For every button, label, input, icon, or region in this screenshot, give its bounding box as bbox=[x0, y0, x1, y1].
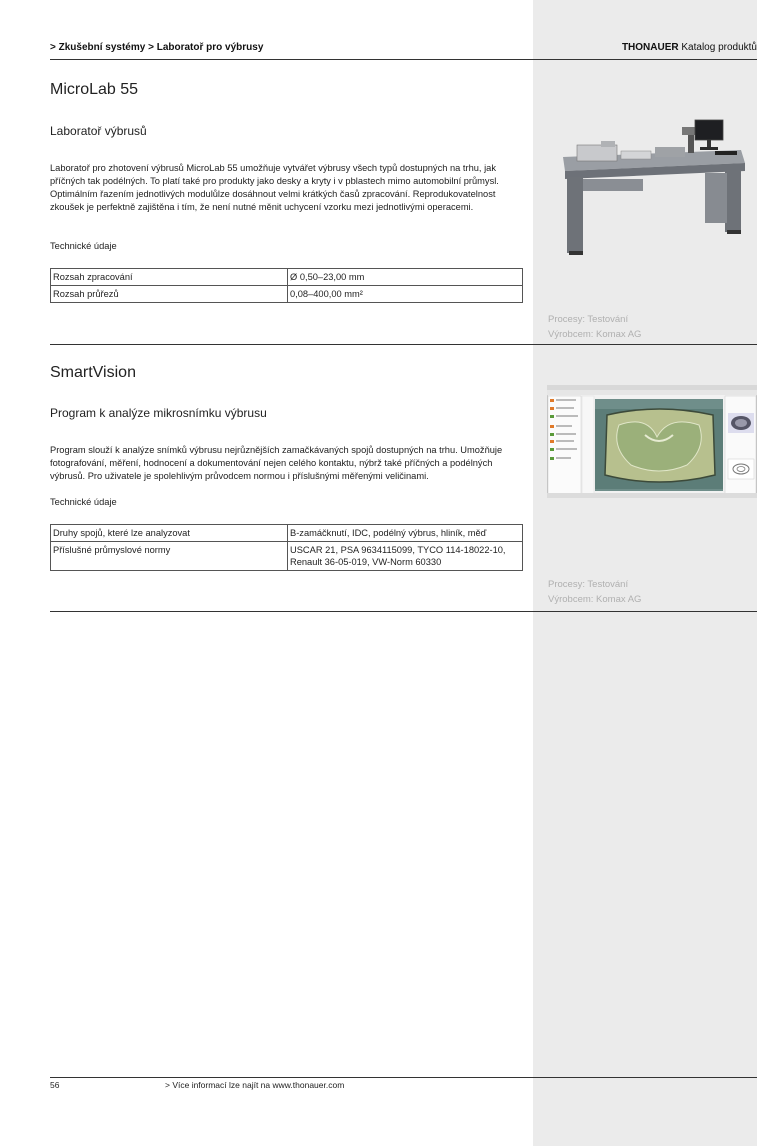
product-meta bbox=[548, 312, 641, 342]
product-subtitle: Program k analýze mikrosnímku výbrusu bbox=[50, 406, 267, 420]
product-title: SmartVision bbox=[50, 364, 136, 381]
spec-key: Příslušné průmyslové normy bbox=[51, 542, 288, 571]
breadcrumb: > Zkušební systémy > Laboratoř pro výbrusy bbox=[50, 42, 264, 53]
specs-table bbox=[50, 524, 523, 571]
product-meta bbox=[548, 577, 641, 607]
footer-rule bbox=[50, 1077, 757, 1078]
section-rule bbox=[50, 611, 757, 612]
page-header bbox=[50, 42, 757, 60]
tech-data-label: Technické údaje bbox=[50, 497, 117, 507]
smartvision-software-image bbox=[547, 385, 757, 498]
product-subtitle: Laboratoř výbrusů bbox=[50, 124, 147, 138]
catalog-title: Katalog produktů bbox=[678, 42, 757, 53]
table-row bbox=[51, 269, 523, 286]
spec-value: 0,08–400,00 mm² bbox=[288, 286, 523, 303]
specs-table bbox=[50, 268, 523, 303]
catalog-brand bbox=[622, 42, 757, 53]
manufacturer-label: Výrobcem: Komax AG bbox=[548, 594, 642, 605]
spec-key: Rozsah zpracování bbox=[51, 269, 288, 286]
processes-label: Procesy: Testování bbox=[548, 314, 629, 325]
page-number: 56 bbox=[50, 1080, 60, 1090]
product-description: Laboratoř pro zhotovení výbrusů MicroLab 55 umožňuje vytvářet výbrusy všech typů dostupných na trhu, jak příčných tak podélných. To platí také pro produkty jako desky a kryty i v pblastech mimo automobilní průmysl. Optimálním řazením jednotlivých modulůlze dosáhnout velmi krátkých časů zpracování. Reprodukovatelnost zkoušek je perfektně zajištěna i tím, že není nutné měnit uchycení vzorku mezi jednotlivými operacemi. bbox=[50, 163, 499, 212]
section-rule bbox=[50, 344, 757, 345]
spec-value: B-zamáčknutí, IDC, podélný výbrus, hliník, měď bbox=[288, 525, 523, 542]
header-rule bbox=[50, 59, 757, 60]
tech-data-label: Technické údaje bbox=[50, 241, 117, 251]
spec-value: USCAR 21, PSA 9634115099, TYCO 114-18022-10, Renault 36-05-019, VW-Norm 60330 bbox=[288, 542, 523, 571]
manufacturer-label: Výrobcem: Komax AG bbox=[548, 329, 642, 340]
product-description: Program slouží k analýze snímků výbrusu nejrůznějších zamačkávaných spojů dostupných na trhu. Umožňuje fotografování, měření, hodnocení a dokumentování nejen celého kontaktu, nýbrž také příčných a podélných výbrusů. Pro uživatele je spolehlivým průvodcem normou i příslušnými měřenými veličinami. bbox=[50, 445, 503, 481]
table-row bbox=[51, 525, 523, 542]
brand-name: THONAUER bbox=[621, 42, 679, 53]
more-info-link[interactable]: > Více informací lze najít na www.thonauer.com bbox=[165, 1080, 345, 1090]
spec-key: Rozsah průřezů bbox=[51, 286, 288, 303]
processes-label: Procesy: Testování bbox=[548, 579, 629, 590]
spec-key: Druhy spojů, které lze analyzovat bbox=[51, 525, 288, 542]
microlab-machine-image bbox=[555, 115, 755, 260]
product-title: MicroLab 55 bbox=[50, 81, 139, 98]
spec-value: Ø 0,50–23,00 mm bbox=[288, 269, 523, 286]
table-row bbox=[51, 542, 523, 571]
table-row bbox=[51, 286, 523, 303]
